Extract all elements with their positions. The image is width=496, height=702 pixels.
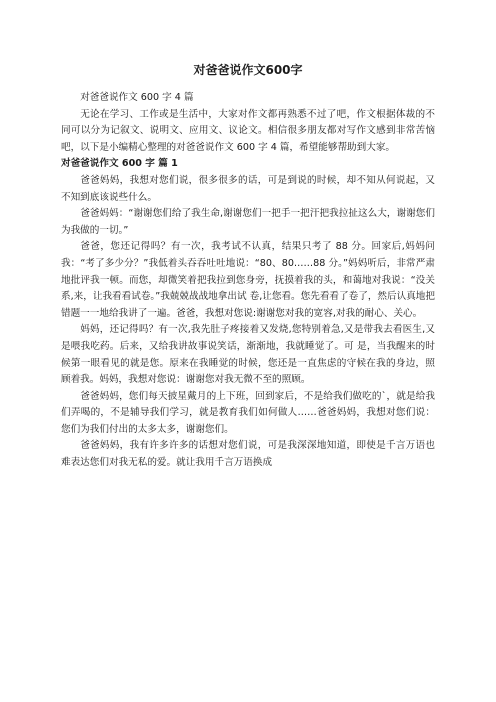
document-title: 对爸爸说作文600字 [193, 63, 303, 77]
body-paragraph: 爸爸妈妈，我想对您们说，很多很多的话，可是到说的时候，却不知从何说起，又不知到底该说些什么。 [61, 174, 435, 203]
body-paragraph: 爸爸妈妈，我有许多许多的话想对您们说，可是我深深地知道，即使是千言万语也难表达您们对我无私的爱。就让我用千言万语换成 [61, 440, 435, 469]
section-heading: 对爸爸说作文 600 字 篇 1 [61, 158, 178, 170]
body-paragraph: 妈妈，还记得吗？有一次,我先肚子疼接着又发烧,您特别着急,又是带我去看医生,又是喂我吃药。后来，又给我讲故事说笑话，渐渐地，我就睡觉了。可 是，当我醒来的时候第一眼看见的就是您。原来在我睡觉的时候，您还是一直焦虑的守候在我的身边，照顾着我。妈妈，我想对您说：谢谢您对我无微不至的照顾。 [61, 324, 435, 386]
body-paragraph: 爸爸妈妈：“谢谢您们给了我生命,谢谢您们一把手一把汗把我拉扯这么大，谢谢您们为我做的一切。” [61, 208, 435, 236]
body-paragraph: 爸爸，您还记得吗？有一次，我考试不认真，结果只考了 88 分。回家后,妈妈问我：“考了多少分？”我低着头吞吞吐吐地说：“80、80……88 分。”妈妈听后，非常严肃地批评我一顿。而您，却微笑着把我拉到您身旁，抚摸着我的头，和蔼地对我说：“没关系,来，让我看看试卷。”我兢兢战战地拿出试 卷,让您看。您先看看了卷了，然后认真地把错题一一地给我讲了一遍。爸爸，我想对您说:谢谢您对我的宽容,对我的耐心、关心。 [61, 241, 435, 319]
intro-paragraph: 无论在学习、工作或是生活中，大家对作文都再熟悉不过了吧，作文根据体裁的不同可以分为记叙文、说明文、应用文、议论文。相信很多朋友都对写作文感到非常苦恼吧，以下是小编精心整理的对爸爸说作文 600 字 4 篇，希望能够帮助到大家。 [61, 108, 435, 153]
document-subtitle: 对爸爸说作文 600 字 4 篇 [80, 92, 194, 103]
body-paragraph: 爸爸妈妈，您们每天披星戴月的上下班，回到家后，不是给我们做吃的`，就是给我们弄喝的，不是辅导我们学习，就是教育我们如何做人……爸爸妈妈，我想对您们说：您们为我们付出的太多太多，谢谢您们。 [61, 390, 435, 435]
